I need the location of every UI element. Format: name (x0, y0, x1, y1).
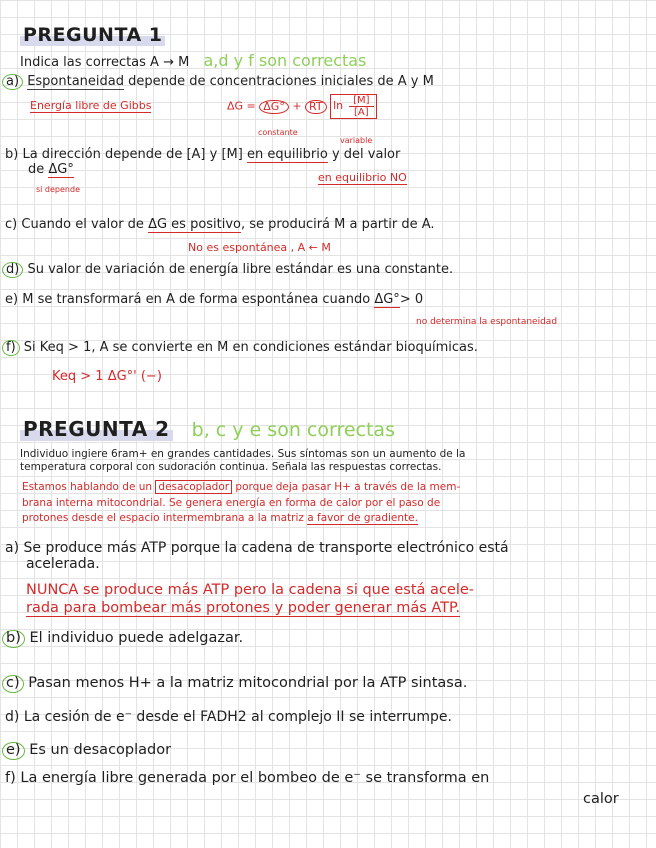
p1-option-d: d) Su valor de variación de energía libre estándar es una constante. (2, 262, 453, 278)
p2-intro-line1: Individuo ingiere 6ram+ en grandes cantidades. Sus síntomas son un aumento de la (20, 448, 466, 460)
p2-option-e: e) Es un desacoplador (2, 742, 171, 760)
p1-option-c: c) Cuando el valor de ΔG es positivo, se producirá M a partir de A. (5, 217, 435, 232)
p1-option-b-note1: si depende (36, 185, 81, 194)
p1-option-f: f) Si Keq > 1, A se convierte en M en condiciones estándar bioquímicas. (2, 340, 478, 356)
p1-option-a-label: a) (2, 74, 23, 90)
p1-variable-note: variable (340, 136, 373, 145)
p2-note-line2: brana interna mitocondrial. Se genera energía en forma de calor por el paso de (22, 497, 441, 509)
p1-option-f-note: Keq > 1 ΔG°' (−) (52, 369, 162, 384)
p2-option-d: d) La cesión de e⁻ desde el FADH2 al complejo II se interrumpe. (5, 709, 452, 725)
p1-option-b-note2: en equilibrio NO (318, 171, 407, 184)
p1-constante-note: constante (258, 128, 298, 137)
p1-option-e: e) M se transformará en A de forma espontánea cuando ΔG°> 0 (5, 292, 424, 307)
p1-option-b: b) La dirección depende de [A] y [M] en equilibrio y del valor (5, 147, 401, 162)
pregunta-2-heading: PREGUNTA 2 b, c y e son correctas (20, 418, 395, 442)
p2-note-line1: Estamos hablando de un desacoplador porque deja pasar H+ a través de la mem- (22, 481, 461, 493)
p2-intro-line2: temperatura corporal con sudoración continua. Señala las respuestas correctas. (20, 461, 442, 473)
p2-option-a-note1: NUNCA se produce más ATP pero la cadena si que está acele- (26, 582, 475, 598)
p1-option-e-note: no determina la espontaneidad (416, 317, 558, 327)
p2-option-a-note2: rada para bombear más protones y poder generar más ATP. (26, 600, 461, 616)
p1-option-b-line2: de ΔG° (28, 162, 74, 177)
p2-note-line3: protones desde el espacio intermembrana a la matriz a favor de gradiente. (22, 512, 418, 524)
p2-option-a-line2: acelerada. (26, 556, 100, 572)
pregunta-1-answer: a,d y f son correctas (203, 51, 367, 70)
pregunta-2-answer: b, c y e son correctas (191, 419, 395, 441)
pregunta-1-heading: PREGUNTA 1 (20, 25, 165, 47)
pregunta-1-intro: Indica las correctas A → M a,d y f son correctas (20, 51, 367, 70)
p1-option-c-note: No es espontánea , A ← M (188, 241, 331, 254)
p2-option-f: f) La energía libre generada por el bombeo de e⁻ se transforma en (5, 770, 490, 786)
p2-option-f-line2: calor (583, 791, 619, 807)
p2-option-b: b) El individuo puede adelgazar. (2, 630, 243, 648)
p2-option-a: a) Se produce más ATP porque la cadena de transporte electrónico está (5, 540, 509, 556)
p1-option-a: a) Espontaneidad depende de concentraciones iniciales de A y M (2, 74, 434, 90)
p1-option-a-note: Energía libre de Gibbs (30, 99, 152, 112)
p2-option-c: c) Pasan menos H+ a la matriz mitocondrial por la ATP sintasa. (2, 675, 467, 693)
p1-option-a-equation: ΔG = ΔG° + RT ln $\frac{[M]}{[A]}$ (227, 94, 377, 119)
